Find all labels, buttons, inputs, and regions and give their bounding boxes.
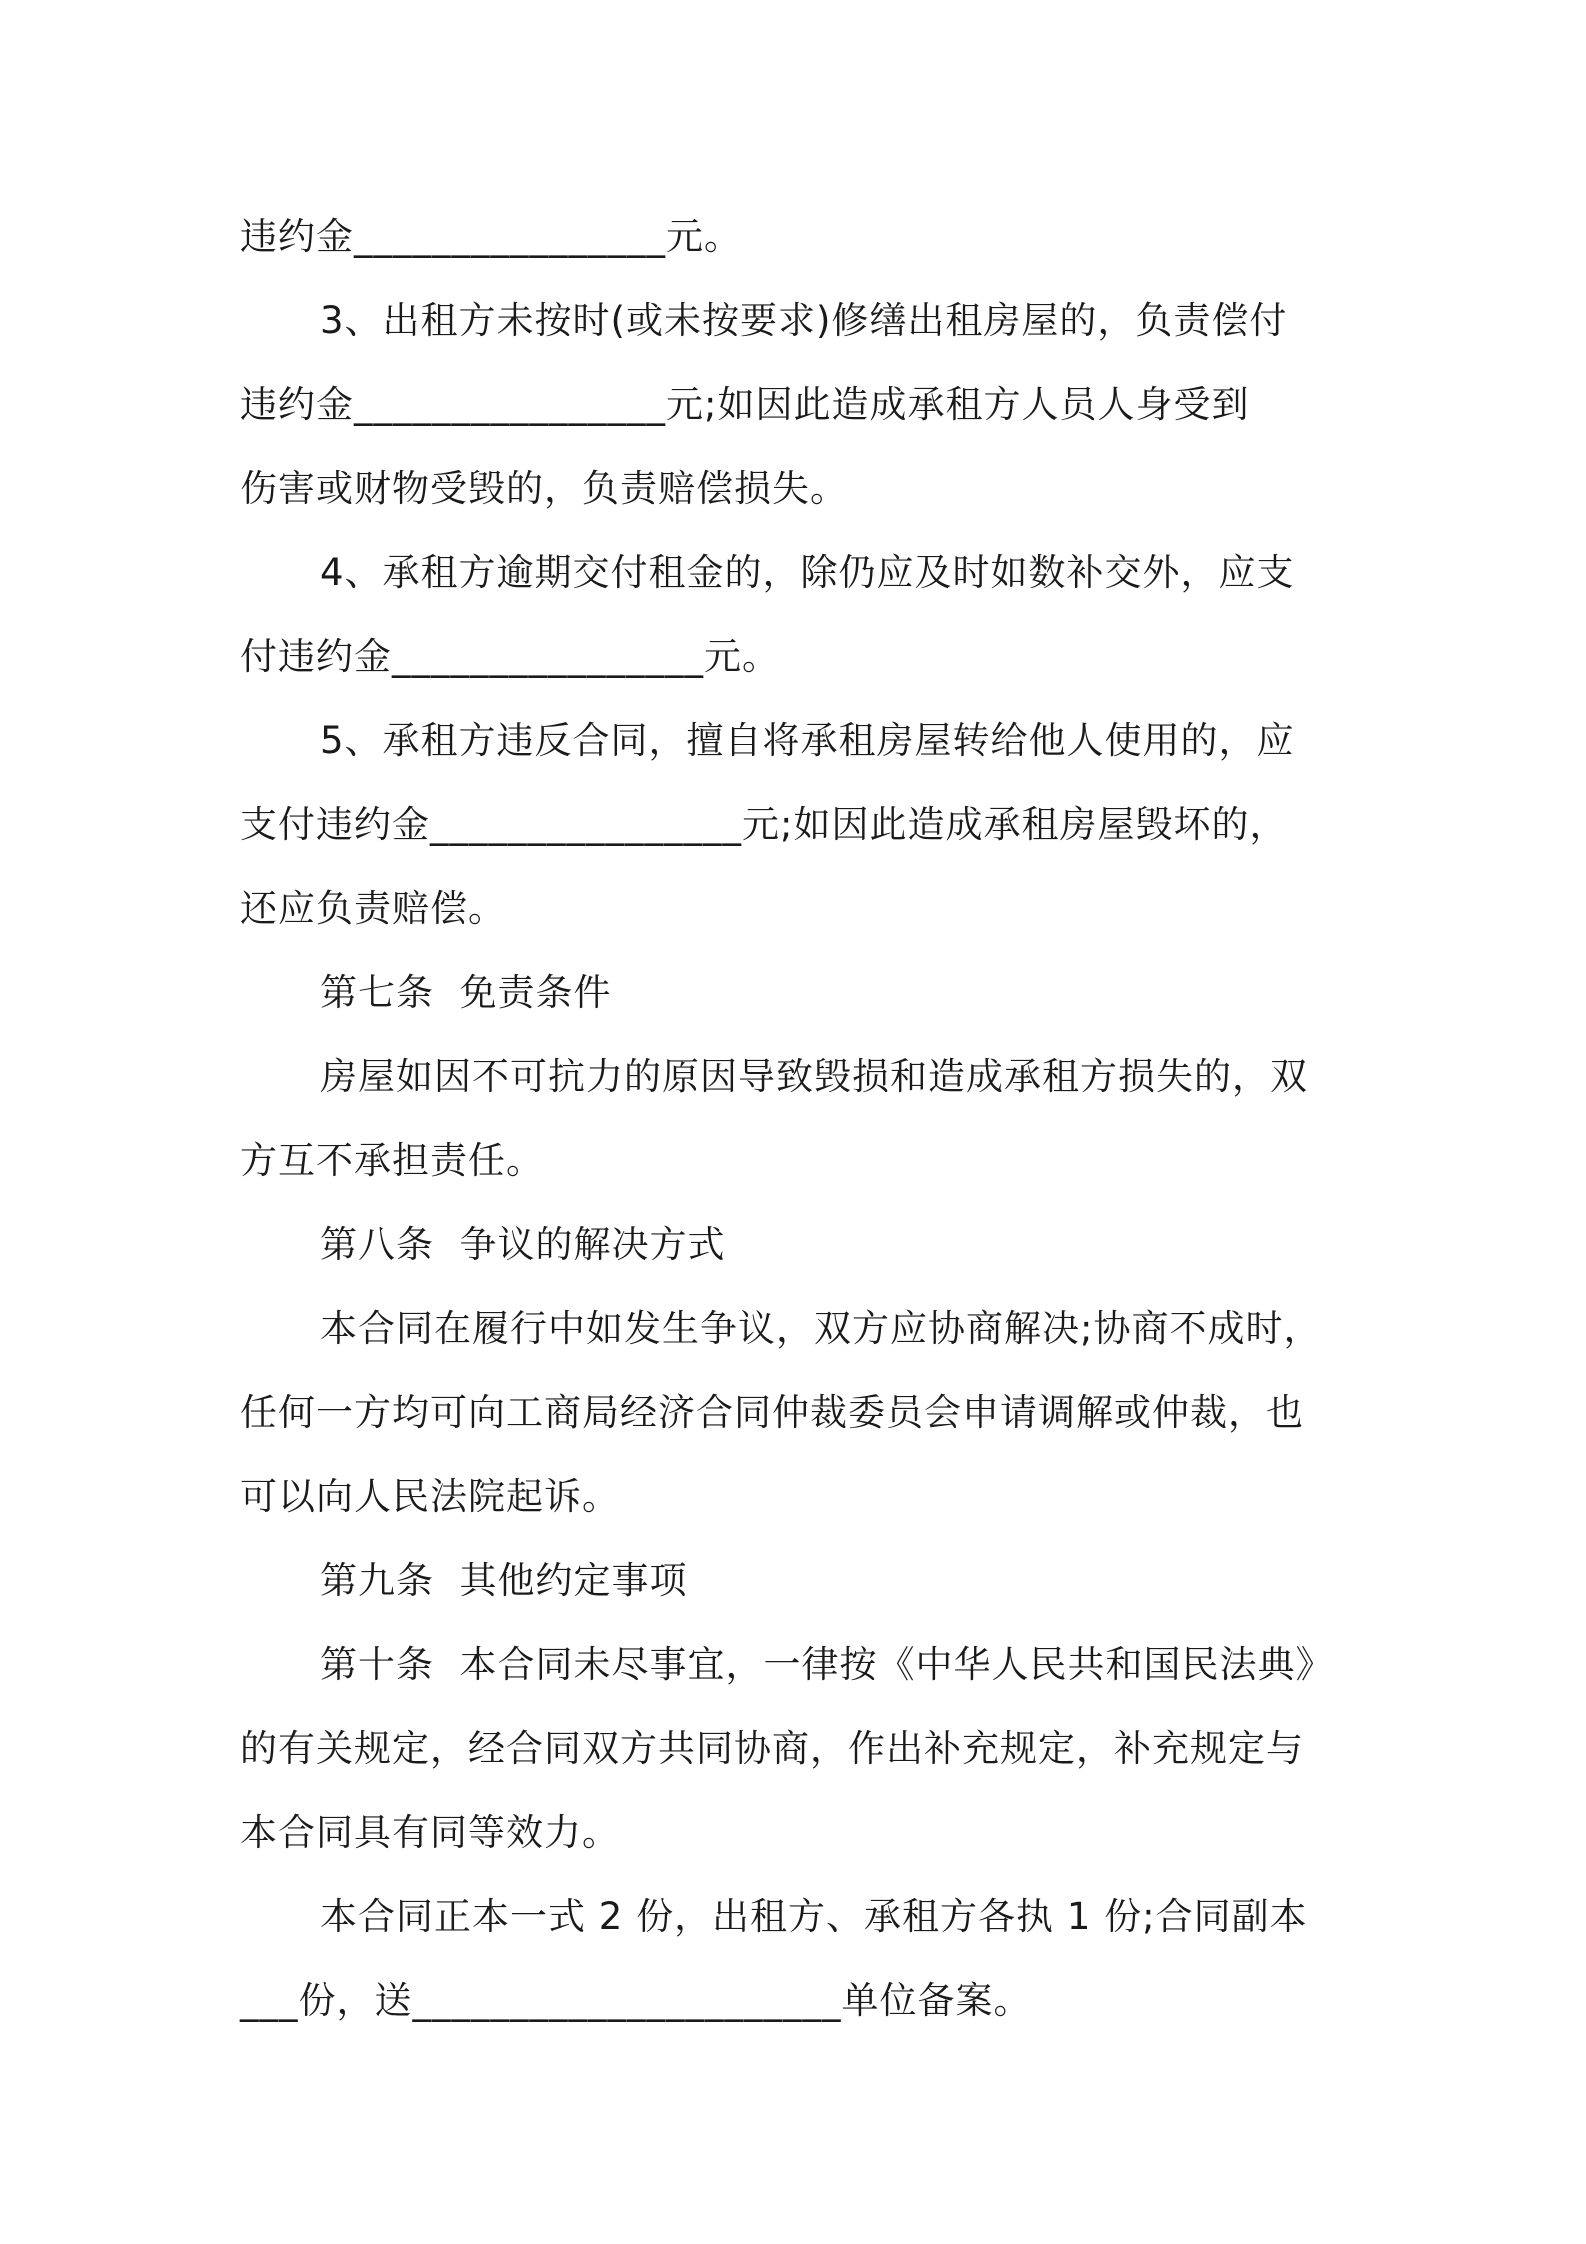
paragraph-line: ___份，送______________________单位备案。: [240, 1979, 1032, 2022]
paragraph-line: 5、承租方违反合同，擅自将承租房屋转给他人使用的，应: [320, 719, 1295, 762]
paragraph-line: 的有关规定，经合同双方共同协商，作出补充规定，补充规定与: [240, 1727, 1304, 1770]
section-heading: 第八条 争议的解决方式: [320, 1223, 726, 1266]
paragraph-line: 房屋如因不可抗力的原因导致毁损和造成承租方损失的，双: [320, 1055, 1308, 1098]
document-body: [240, 195, 1360, 2043]
paragraph-line: 支付违约金________________元;如因此造成承租房屋毁坏的，: [240, 803, 1288, 846]
paragraph-line: 方互不承担责任。: [240, 1139, 544, 1182]
paragraph-line: 本合同正本一式 2 份，出租方、承租方各执 1 份;合同副本: [320, 1895, 1308, 1938]
paragraph-line: 可以向人民法院起诉。: [240, 1475, 620, 1518]
paragraph-line: 3、出租方未按时(或未按要求)修缮出租房屋的，负责偿付: [320, 299, 1288, 342]
paragraph-line: 违约金________________元;如因此造成承租方人员人身受到: [240, 383, 1250, 426]
paragraph-line: 伤害或财物受毁的，负责赔偿损失。: [240, 467, 848, 510]
paragraph-line: 任何一方均可向工商局经济合同仲裁委员会申请调解或仲裁，也: [240, 1391, 1304, 1434]
section-heading: 第九条 其他约定事项: [320, 1559, 688, 1602]
paragraph-line: 本合同具有同等效力。: [240, 1811, 620, 1854]
paragraph-line: 还应负责赔偿。: [240, 887, 506, 930]
paragraph-line: 本合同在履行中如发生争议，双方应协商解决;协商不成时，: [320, 1307, 1322, 1350]
section-heading: 第七条 免责条件: [320, 971, 612, 1014]
paragraph-line: 第十条 本合同未尽事宜，一律按《中华人民共和国民法典》: [320, 1643, 1334, 1686]
paragraph-line: 违约金________________元。: [240, 215, 742, 258]
paragraph-line: 4、承租方逾期交付租金的，除仍应及时如数补交外，应支: [320, 551, 1295, 594]
paragraph-line: 付违约金________________元。: [240, 635, 780, 678]
